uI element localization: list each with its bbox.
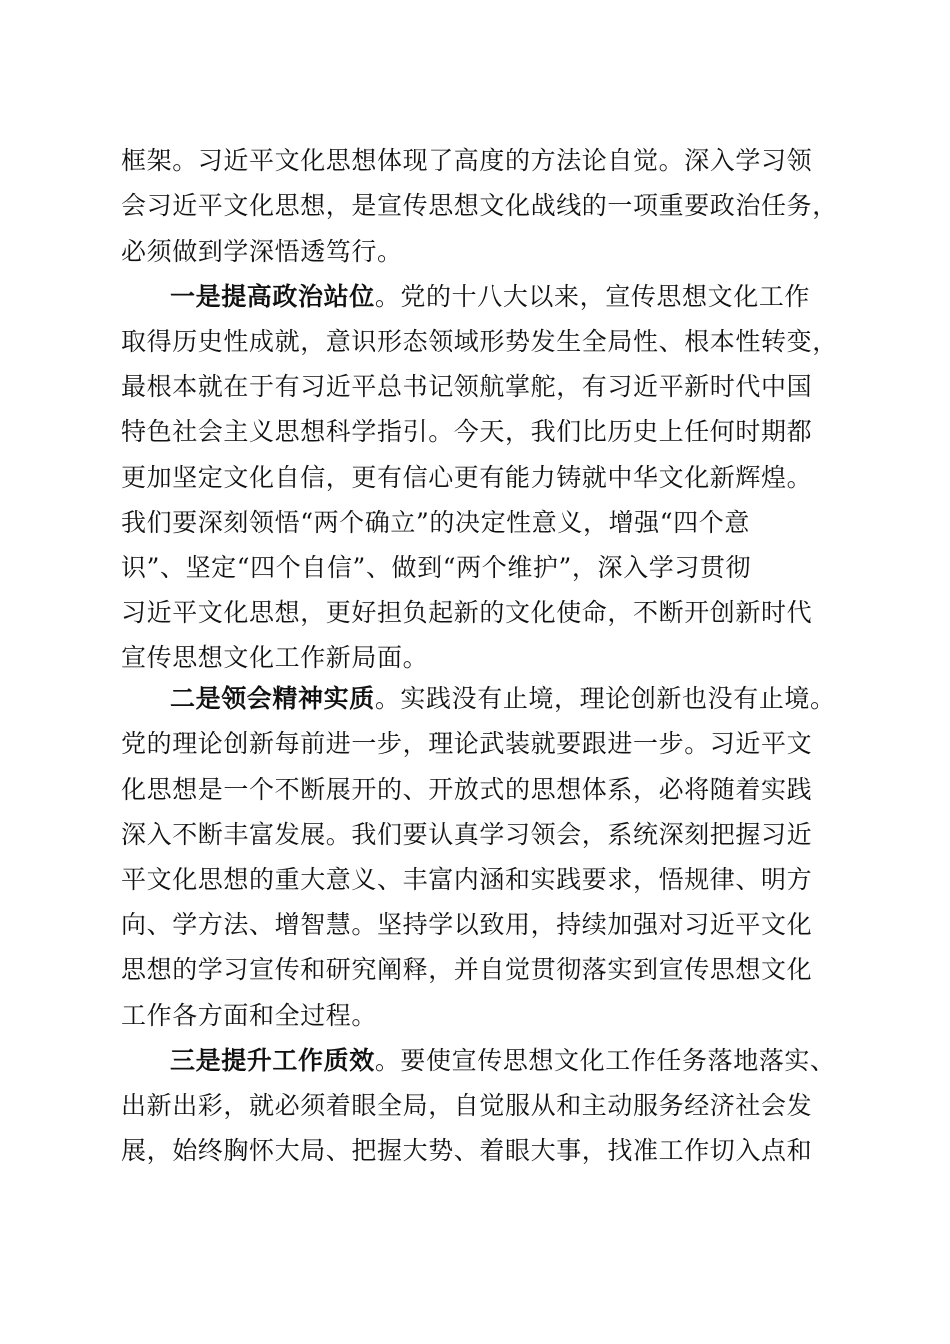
line-text: 最根本就在于有习近平总书记领航掌舵，有习近平新时代中国 bbox=[121, 372, 813, 401]
line-text: 识”、坚定“四个自信”、做到“两个维护”，深入学习贯彻 bbox=[121, 553, 752, 582]
text-line bbox=[121, 950, 841, 990]
text-line bbox=[121, 322, 841, 362]
text-line bbox=[121, 905, 841, 945]
line-text: 向、学方法、增智慧。坚持学以致用，持续加强对习近平文化 bbox=[121, 910, 813, 939]
text-line bbox=[121, 458, 841, 498]
line-text: 深入不断丰富发展。我们要认真学习领会，系统深刻把握习近 bbox=[121, 820, 813, 849]
paragraph-heading: 二是领会精神实质 bbox=[170, 684, 375, 713]
text-line bbox=[121, 860, 841, 900]
line-text: 出新出彩，就必须着眼全局，自觉服从和主动服务经济社会发 bbox=[121, 1091, 813, 1120]
text-line bbox=[121, 996, 841, 1036]
text-line bbox=[121, 367, 841, 407]
text-line bbox=[121, 141, 841, 181]
text-line bbox=[121, 412, 841, 452]
text-line bbox=[121, 593, 841, 633]
paragraph-heading: 一是提高政治站位 bbox=[170, 282, 375, 311]
text-line bbox=[121, 548, 841, 588]
paragraph-first-line bbox=[170, 679, 842, 719]
line-text: 会习近平文化思想，是宣传思想文化战线的一项重要政治任务， bbox=[121, 191, 838, 220]
line-text: 化思想是一个不断展开的、开放式的思想体系，必将随着实践 bbox=[121, 775, 813, 804]
line-text: 。实践没有止境，理论创新也没有止境。 bbox=[374, 684, 836, 713]
line-text: 我们要深刻领悟“两个确立”的决定性意义，增强“四个意 bbox=[121, 508, 750, 537]
text-line bbox=[121, 186, 841, 226]
text-line bbox=[121, 724, 841, 764]
paragraph-first-line bbox=[170, 277, 842, 317]
line-text: 工作各方面和全过程。 bbox=[121, 1001, 378, 1030]
line-text: 更加坚定文化自信，更有信心更有能力铸就中华文化新辉煌。 bbox=[121, 463, 813, 492]
text-line bbox=[121, 503, 841, 543]
line-text: 。党的十八大以来，宣传思想文化工作 bbox=[374, 282, 811, 311]
text-line bbox=[121, 770, 841, 810]
line-text: 框架。习近平文化思想体现了高度的方法论自觉。深入学习领 bbox=[121, 146, 813, 175]
line-text: 宣传思想文化工作新局面。 bbox=[121, 643, 429, 672]
line-text: 必须做到学深悟透笃行。 bbox=[121, 237, 403, 266]
paragraph-first-line bbox=[170, 1041, 842, 1081]
line-text: 平文化思想的重大意义、丰富内涵和实践要求，悟规律、明方 bbox=[121, 865, 813, 894]
line-text: 习近平文化思想，更好担负起新的文化使命，不断开创新时代 bbox=[121, 598, 813, 627]
line-text: 取得历史性成就，意识形态领域形势发生全局性、根本性转变， bbox=[121, 327, 838, 356]
line-text: 。要使宣传思想文化工作任务落地落实、 bbox=[374, 1046, 836, 1075]
text-line bbox=[121, 815, 841, 855]
text-line bbox=[121, 1086, 841, 1126]
text-line bbox=[121, 1131, 841, 1171]
line-text: 特色社会主义思想科学指引。今天，我们比历史上任何时期都 bbox=[121, 417, 813, 446]
line-text: 党的理论创新每前进一步，理论武装就要跟进一步。习近平文 bbox=[121, 729, 813, 758]
line-text: 展，始终胸怀大局、把握大势、着眼大事，找准工作切入点和 bbox=[121, 1136, 813, 1165]
text-line bbox=[121, 638, 841, 678]
line-text: 思想的学习宣传和研究阐释，并自觉贯彻落实到宣传思想文化 bbox=[121, 955, 813, 984]
paragraph-heading: 三是提升工作质效 bbox=[170, 1046, 375, 1075]
text-line bbox=[121, 232, 841, 272]
